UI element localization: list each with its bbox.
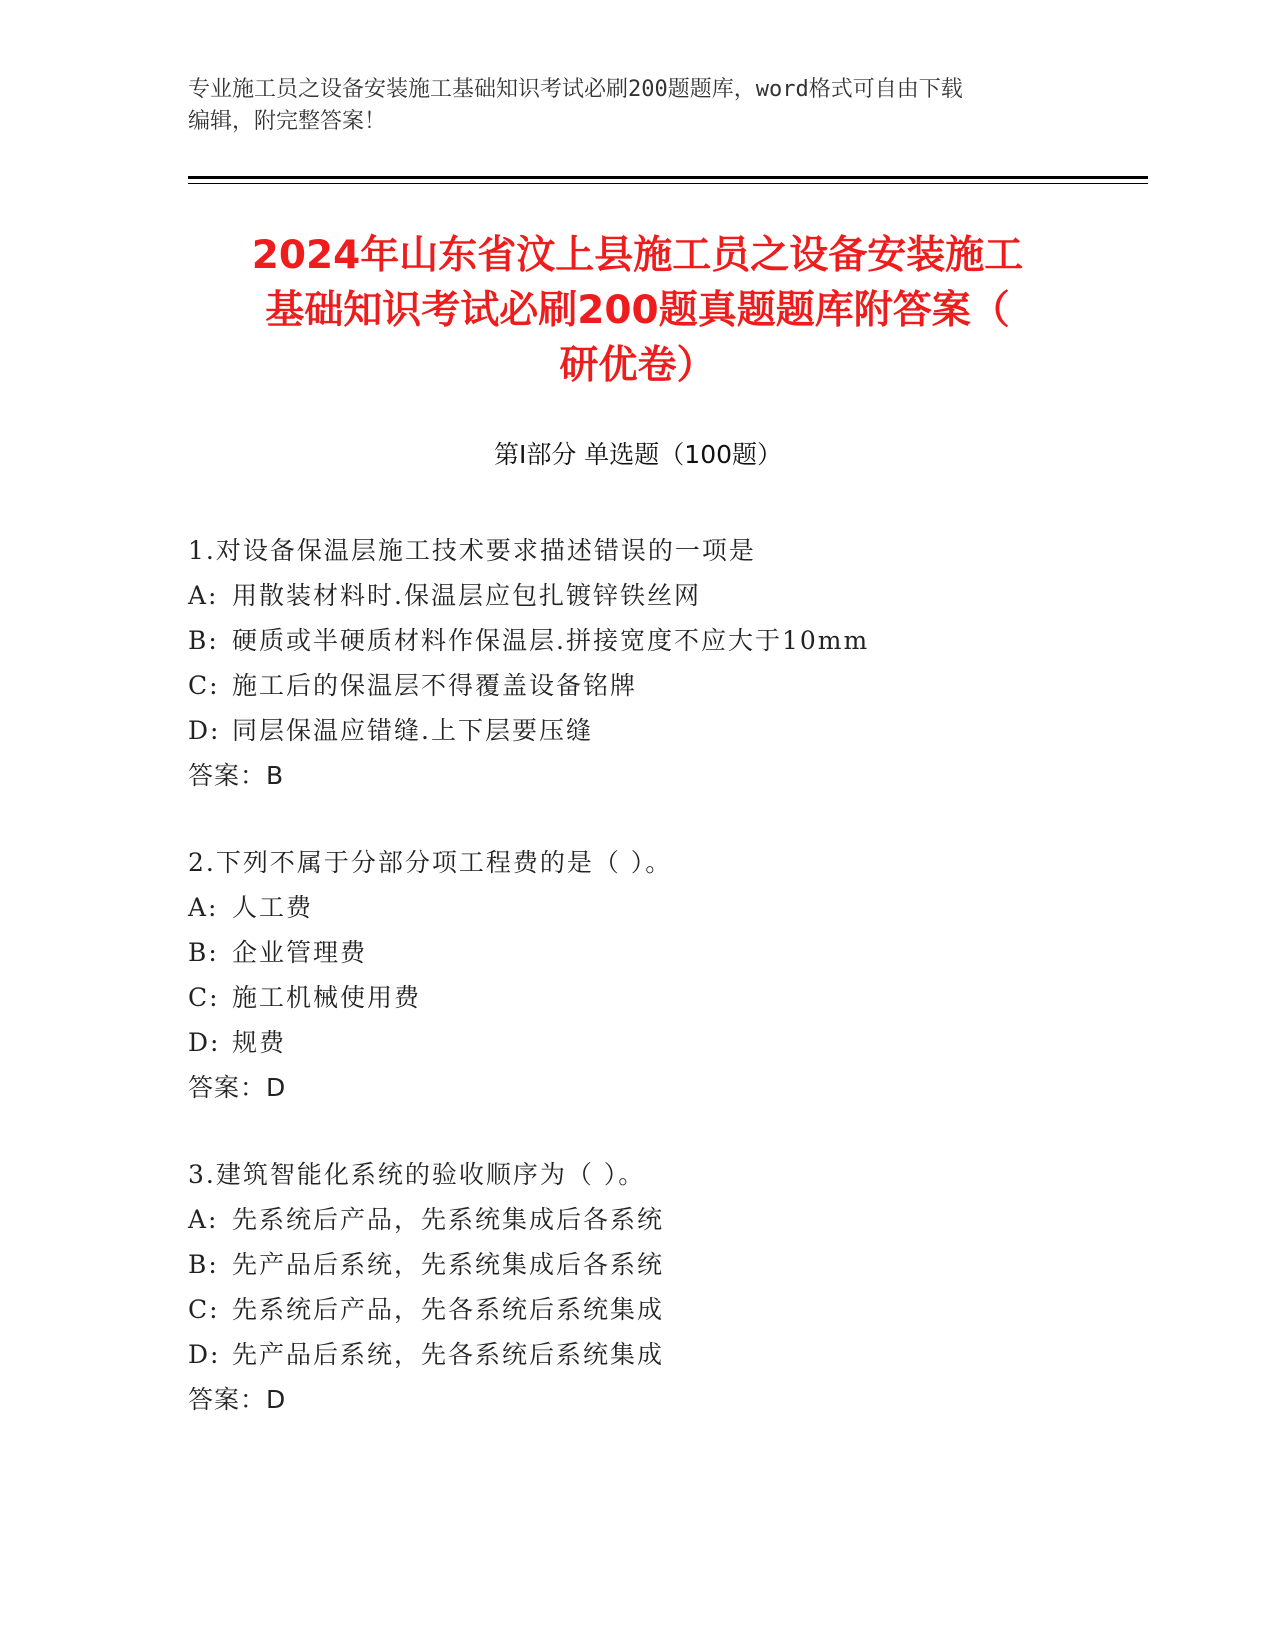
option-text: 规费 [232,1028,287,1057]
option-a [188,885,1088,930]
document-title [150,228,1125,393]
option-letter: A: [188,1205,219,1234]
option-letter: D: [188,1028,221,1057]
option-c [188,663,1088,708]
header-rule-thick [188,176,1148,179]
header-note-line-1: 专业施工员之设备安装施工基础知识考试必刷200题题库，word格式可自由下载 [188,77,963,102]
title-line-1: 2024年山东省汶上县施工员之设备安装施工 [251,233,1024,278]
option-text: 用散装材料时.保温层应包扎镀锌铁丝网 [232,581,701,610]
answer-label: 答案：D [188,1073,287,1102]
option-b [188,1242,1088,1287]
option-letter: B: [188,626,219,655]
answer-label: 答案：D [188,1385,287,1414]
title-line-3: 研优卷） [559,343,716,388]
option-d [188,1332,1088,1377]
option-text: 人工费 [232,893,314,922]
option-c [188,975,1088,1020]
option-letter: C: [188,983,220,1012]
option-letter: B: [188,1250,219,1279]
question-stem: 1.对设备保温层施工技术要求描述错误的一项是 [188,536,756,565]
option-text: 同层保温应错缝.上下层要压缝 [232,716,593,745]
option-c [188,1287,1088,1332]
option-a [188,1197,1088,1242]
option-text: 先产品后系统，先系统集成后各系统 [232,1250,665,1279]
option-letter: C: [188,1295,220,1324]
question-stem: 2.下列不属于分部分项工程费的是（ ）。 [188,848,673,877]
option-letter: A: [188,893,219,922]
option-text: 先产品后系统，先各系统后系统集成 [232,1340,665,1369]
option-text: 施工机械使用费 [232,983,422,1012]
answer-label: 答案：B [188,761,285,790]
option-a [188,573,1088,618]
question-1 [188,528,1088,798]
question-list [188,528,1088,1464]
question-3 [188,1152,1088,1422]
option-letter: A: [188,581,219,610]
option-d [188,708,1088,753]
option-text: 先系统后产品，先系统集成后各系统 [232,1205,665,1234]
option-letter: D: [188,1340,221,1369]
section-heading: 第I部分 单选题（100题） [493,440,783,469]
option-text: 企业管理费 [232,938,368,967]
option-letter: C: [188,671,220,700]
option-text: 先系统后产品，先各系统后系统集成 [232,1295,665,1324]
option-text: 硬质或半硬质材料作保温层.拼接宽度不应大于10mm [232,626,870,655]
option-letter: D: [188,716,221,745]
option-b [188,930,1088,975]
option-letter: B: [188,938,219,967]
question-stem: 3.建筑智能化系统的验收顺序为（ ）。 [188,1160,646,1189]
option-d [188,1020,1088,1065]
question-2 [188,840,1088,1110]
header-note-line-2: 编辑，附完整答案！ [188,109,387,134]
header-note [188,74,1088,138]
option-b [188,618,1088,663]
option-text: 施工后的保温层不得覆盖设备铭牌 [232,671,638,700]
header-rule-thin [188,183,1148,184]
title-line-2: 基础知识考试必刷200题真题题库附答案（ [265,288,1010,333]
